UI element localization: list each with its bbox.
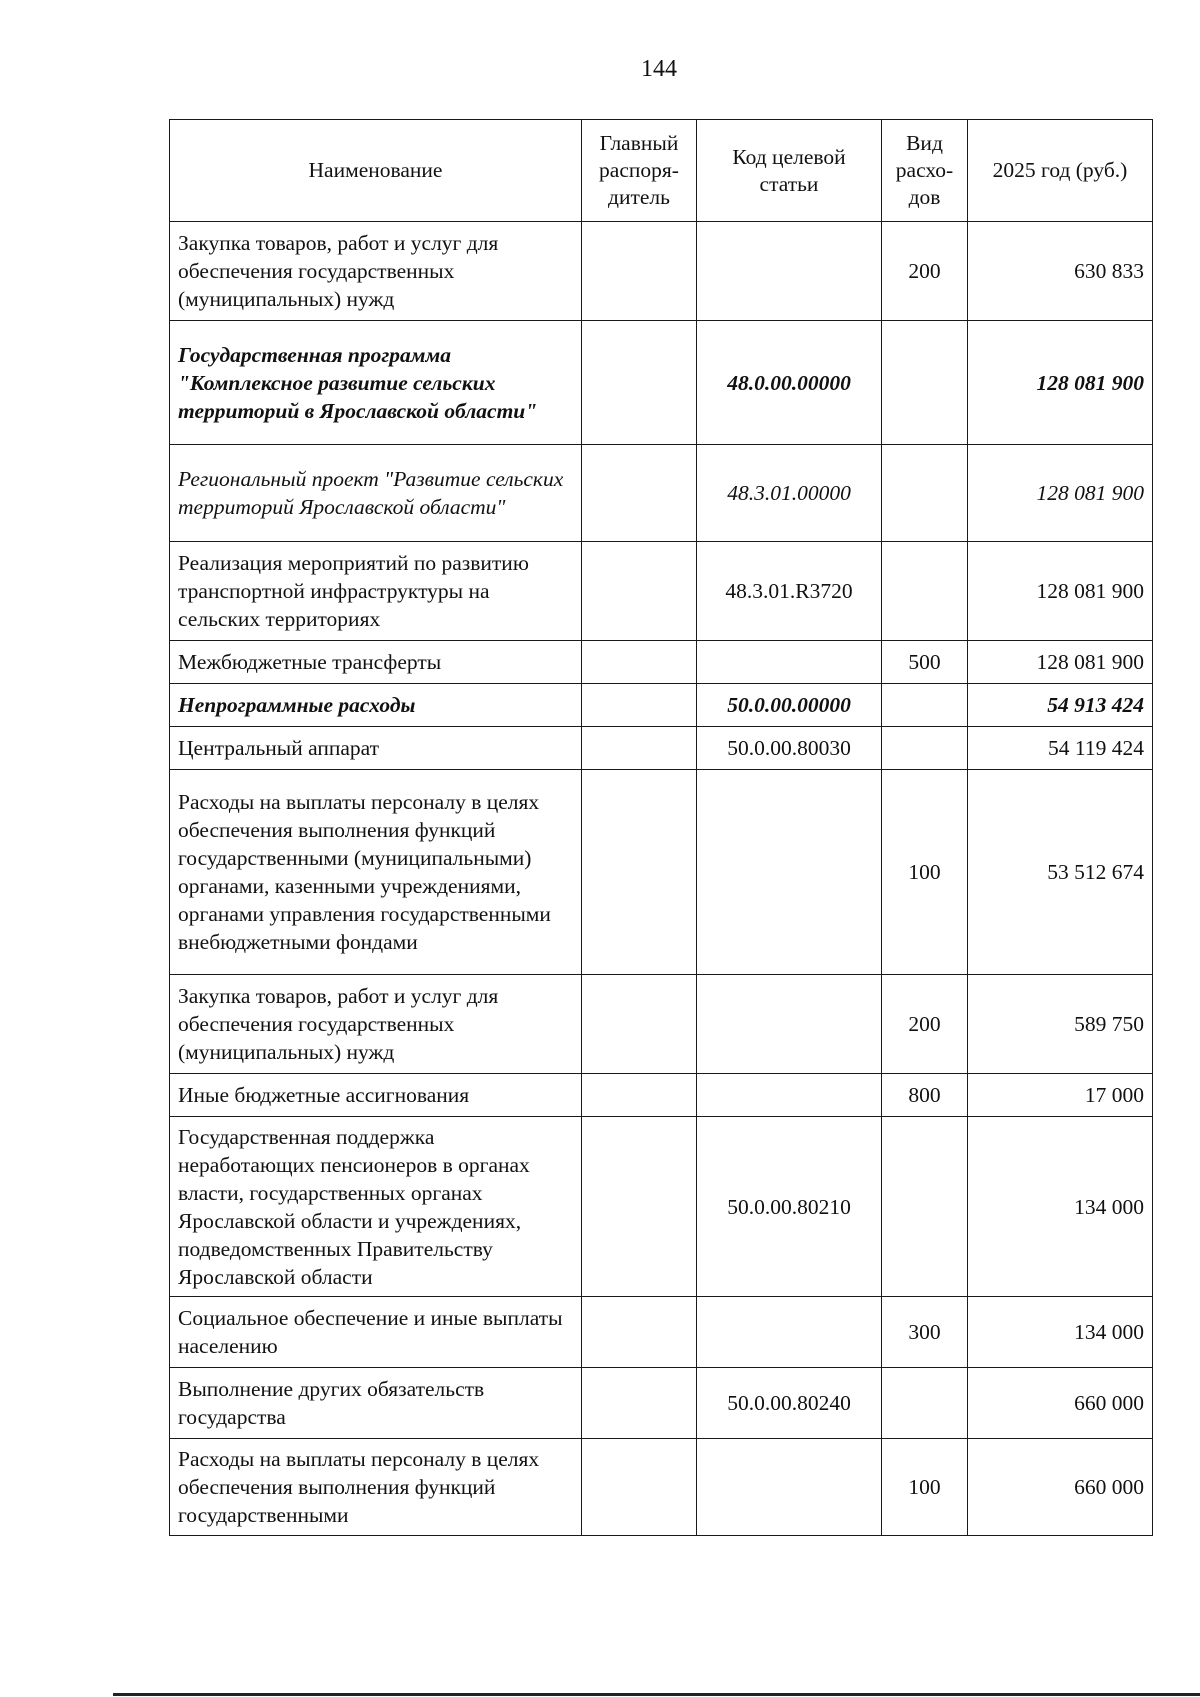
cell-sum: 54 119 424 [968,727,1153,770]
table-row [170,321,1153,445]
cell-kind [882,1368,968,1439]
cell-admin [582,1439,697,1536]
cell-admin [582,975,697,1074]
cell-code: 50.0.00.00000 [697,684,882,727]
cell-admin [582,641,697,684]
cell-code [697,1074,882,1117]
cell-sum: 128 081 900 [968,542,1153,641]
header-kind: Вид расхо-дов [882,120,968,222]
cell-kind: 100 [882,1439,968,1536]
cell-kind [882,684,968,727]
cell-kind [882,445,968,542]
cell-sum: 630 833 [968,222,1153,321]
cell-name: Расходы на выплаты персоналу в целях обеспечения выполнения функций государственными [170,1439,582,1536]
cell-sum: 128 081 900 [968,641,1153,684]
cell-sum: 128 081 900 [968,321,1153,445]
header-sum: 2025 год (руб.) [968,120,1153,222]
cell-code: 50.0.00.80240 [697,1368,882,1439]
table-row [170,1368,1153,1439]
cell-kind: 100 [882,770,968,975]
cell-code [697,222,882,321]
cell-admin [582,542,697,641]
cell-sum: 128 081 900 [968,445,1153,542]
cell-name: Непрограммные расходы [170,684,582,727]
cell-kind: 800 [882,1074,968,1117]
cell-kind: 500 [882,641,968,684]
cell-code: 48.3.01.00000 [697,445,882,542]
cell-kind [882,727,968,770]
cell-name: Закупка товаров, работ и услуг для обеспечения государственных (муниципальных) нужд [170,975,582,1074]
cell-sum: 54 913 424 [968,684,1153,727]
budget-table [169,119,1153,1536]
table-header-row [170,120,1153,222]
cell-admin [582,321,697,445]
cell-name: Региональный проект "Развитие сельских территорий Ярославской области" [170,445,582,542]
table-row [170,975,1153,1074]
cell-kind: 300 [882,1297,968,1368]
table-row [170,1117,1153,1297]
cell-name: Государственная программа "Комплексное развитие сельских территорий в Ярославской области" [170,321,582,445]
page-number-text: 144 [641,56,677,82]
cell-name: Межбюджетные трансферты [170,641,582,684]
cell-admin [582,1297,697,1368]
cell-name: Закупка товаров, работ и услуг для обеспечения государственных (муниципальных) нужд [170,222,582,321]
cell-sum: 134 000 [968,1297,1153,1368]
bottom-rule [113,1693,1200,1696]
cell-name: Выполнение других обязательств государства [170,1368,582,1439]
cell-kind [882,321,968,445]
table-body [170,222,1153,1536]
cell-name: Реализация мероприятий по развитию транспортной инфраструктуры на сельских территориях [170,542,582,641]
cell-admin [582,770,697,975]
cell-code [697,1439,882,1536]
cell-sum: 660 000 [968,1368,1153,1439]
cell-admin [582,445,697,542]
table-row [170,542,1153,641]
cell-sum: 589 750 [968,975,1153,1074]
cell-admin [582,684,697,727]
table-row [170,1074,1153,1117]
header-name: Наименование [170,120,582,222]
cell-name: Центральный аппарат [170,727,582,770]
cell-code [697,975,882,1074]
cell-name: Расходы на выплаты персоналу в целях обеспечения выполнения функций государственными (муниципальными) органами, казенными учреждениями, органами управления государственными внебюджетными фондами [170,770,582,975]
cell-code: 50.0.00.80030 [697,727,882,770]
table-row [170,445,1153,542]
cell-kind [882,1117,968,1297]
cell-kind [882,542,968,641]
header-admin: Главный распоря-дитель [582,120,697,222]
cell-code: 48.0.00.00000 [697,321,882,445]
cell-kind: 200 [882,222,968,321]
table-row [170,1439,1153,1536]
cell-admin [582,1074,697,1117]
cell-kind: 200 [882,975,968,1074]
cell-sum: 17 000 [968,1074,1153,1117]
cell-code [697,641,882,684]
cell-admin [582,1117,697,1297]
header-code: Код целевой статьи [697,120,882,222]
cell-name: Социальное обеспечение и иные выплаты населению [170,1297,582,1368]
cell-code [697,1297,882,1368]
cell-sum: 134 000 [968,1117,1153,1297]
table-row [170,684,1153,727]
cell-code [697,770,882,975]
table-row [170,770,1153,975]
cell-name: Иные бюджетные ассигнования [170,1074,582,1117]
cell-admin [582,727,697,770]
table-row [170,1297,1153,1368]
cell-name: Государственная поддержка неработающих пенсионеров в органах власти, государственных органах Ярославской области и учреждениях, подведомственных Правительству Ярославской области [170,1117,582,1297]
cell-sum: 660 000 [968,1439,1153,1536]
cell-sum: 53 512 674 [968,770,1153,975]
cell-admin [582,1368,697,1439]
table-row [170,641,1153,684]
cell-admin [582,222,697,321]
table-row [170,222,1153,321]
table-row [170,727,1153,770]
cell-code: 50.0.00.80210 [697,1117,882,1297]
cell-code: 48.3.01.R3720 [697,542,882,641]
